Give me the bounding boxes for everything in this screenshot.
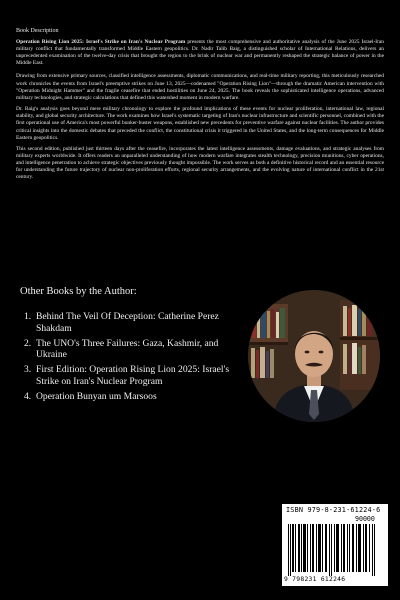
author-photo: [248, 290, 380, 422]
description-paragraph-2: Drawing from extensive primary sources, classified intelligence assessments, diplomatic communications, and real-time military reporting, this meticulously researched work chronicles the events from Israel's preemptive strikes on June 13, 2025—codenamed "Operation Rising Lion"—through the dramatic American intervention with "Operation Midnight Hammer" and the fragile ceasefire that ended hostilities on June 24, 2025. The book reveals the sophisticated intelligence operations, advanced military technologies, and strategic calculations that defined this watershed moment in modern warfare.: [16, 73, 384, 101]
list-item-title: Operation Bunyan um Marsoos: [36, 390, 157, 402]
description-paragraph-3: Dr. Baig's analysis goes beyond mere military chronology to explore the profound implications of these events for nuclear proliferation, international law, regional stability, and global security architecture. The work examines how Israel's systematic targeting of Iran's nuclear infrastructure and scientific personnel, combined with the first operational use of America's most powerful bunker-buster weapons, established new precedents for preventive warfare against nuclear facilities. The author provides critical insights into the domestic debates that preceded the conflict, the constitutional crisis it triggered in the United States, and the long-term consequences for Middle Eastern geopolitics.: [16, 106, 384, 141]
author-portrait-illustration: [248, 290, 380, 422]
isbn-number: ISBN 979-8-231-61224-6: [286, 506, 381, 514]
list-item-number: 1.: [24, 311, 32, 322]
isbn-barcode: [282, 504, 388, 586]
other-books-heading: Other Books by the Author:: [20, 286, 137, 297]
description-label: Book Description: [16, 28, 59, 34]
list-item-number: 3.: [24, 364, 32, 376]
list-item: [24, 311, 236, 334]
list-item-title: Behind The Veil Of Deception: Catherine Perez Shakdam: [36, 311, 219, 334]
list-item: [24, 364, 236, 387]
list-item: [24, 338, 236, 361]
price-code: 90000: [355, 515, 375, 523]
list-item-title: The UNO's Three Failures: Gaza, Kashmir, and Ukraine: [36, 337, 219, 361]
list-item: [24, 391, 236, 403]
other-books-list: [24, 311, 236, 406]
description-paragraph-1-text: presents the most comprehensive and authoritative analysis of the June 2025 Israel-Iran military conflict that fundamentally transformed Middle Eastern geopolitics. Dr. Nadir Talib Baig, a distinguished scholar of International Relations, delivers an unprecedented examination of the twelve-day crisis that brought the region to the brink of nuclear war and permanently reshaped the strategic balance of power in the Middle East.: [16, 39, 384, 67]
list-item-title: First Edition: Operation Rising Lion 2025: Israel's Strike on Iran's Nuclear Program: [36, 364, 230, 387]
book-title-inline: Operation Rising Lion 2025: Israel's Strike on Iran's Nuclear Program: [16, 39, 186, 46]
list-item-number: 4.: [24, 390, 32, 402]
barcode-digits: 9 798231 612246: [284, 576, 346, 583]
description-paragraph-4: This second edition, published just thirteen days after the ceasefire, incorporates the latest intelligence assessments, damage evaluations, and strategic analyses from military experts worldwide. It offers readers an unparalleled understanding of how modern warfare integrates stealth technology, precision munitions, cyber operations, and intelligence penetration to achieve strategic objectives previously thought impossible. The work serves as both a definitive historical record and an essential resource for understanding the future trajectory of nuclear non-proliferation efforts, regional security arrangements, and the evolving nature of international conflict in the 21st century.: [16, 146, 384, 181]
barcode-bars: [286, 524, 384, 576]
description-paragraph-1: [16, 39, 384, 67]
list-item-number: 2.: [24, 337, 32, 349]
book-description: [16, 28, 384, 186]
